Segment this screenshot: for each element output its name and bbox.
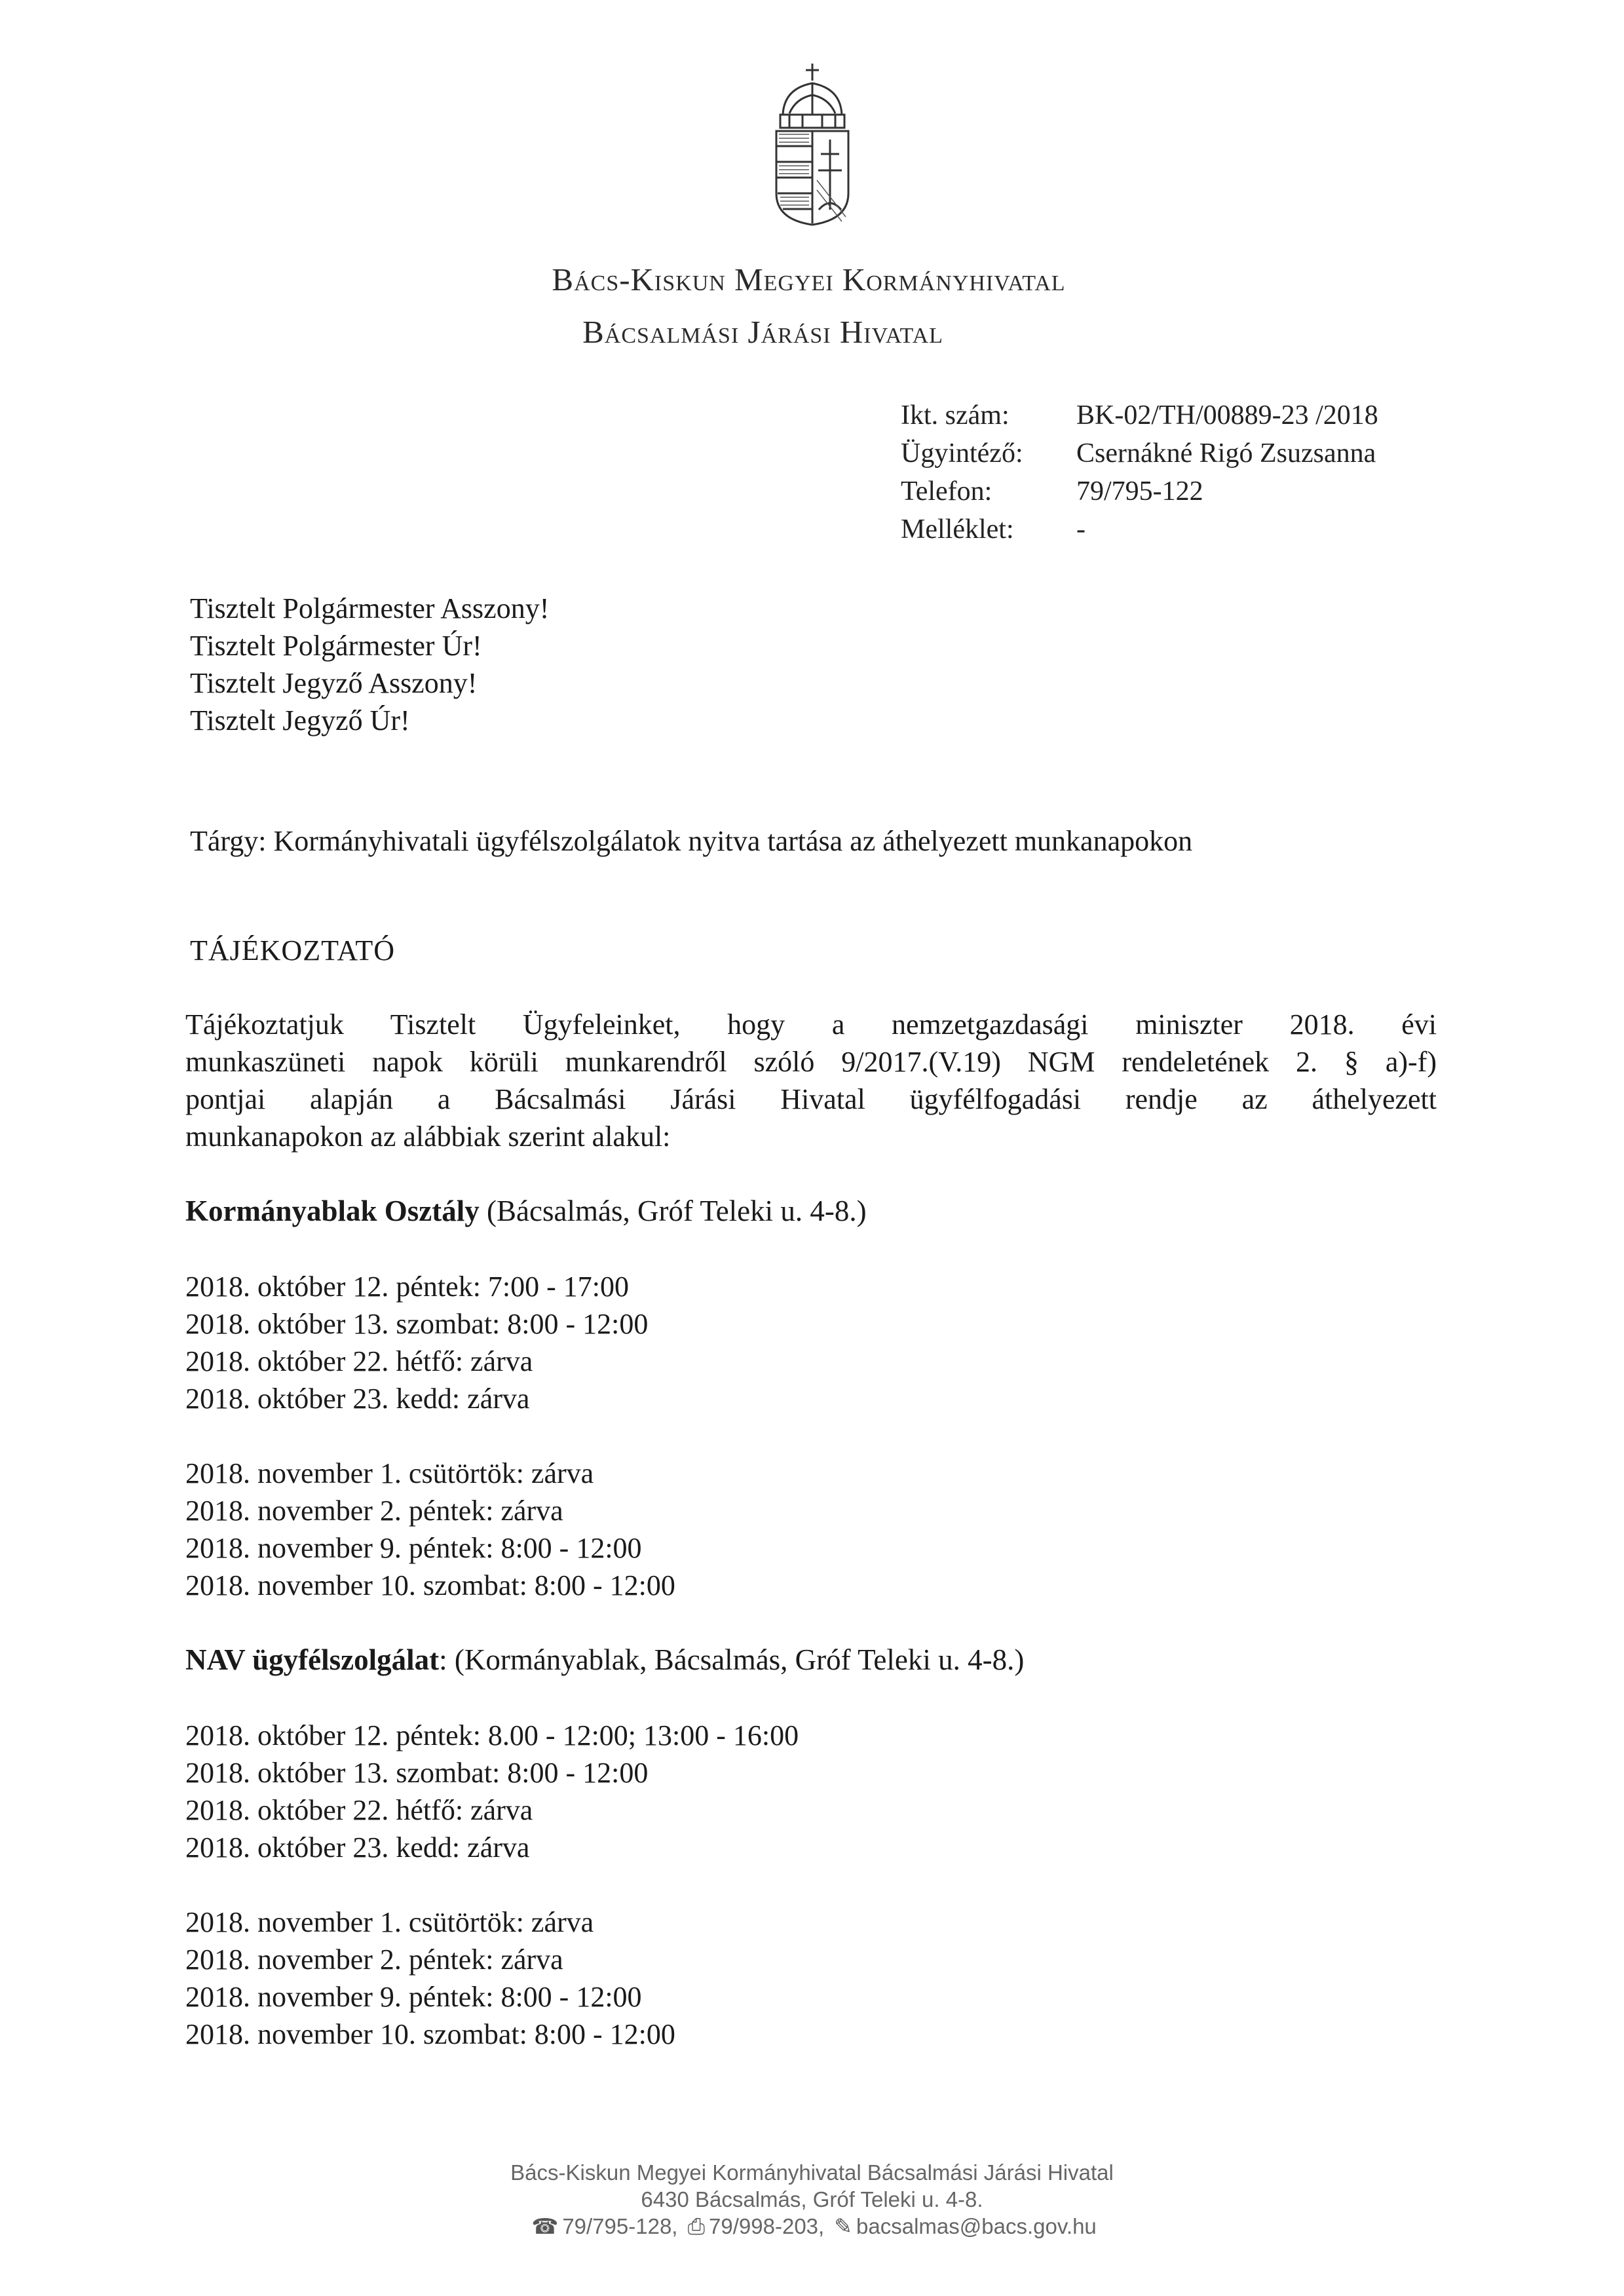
footer-org-name: Bács-Kiskun Megyei Kormányhivatal Bácsalmási Járási Hivatal	[510, 2160, 1114, 2185]
footer-phone: 79/795-128,	[562, 2214, 678, 2238]
org-name-line1: Bács-Kiskun Megyei Kormányhivatal	[552, 261, 1066, 297]
meta-label: Melléklet:	[901, 514, 1014, 545]
schedule-item: 2018. november 1. csütörtök: zárva	[185, 1906, 594, 1938]
salutation-block	[190, 590, 549, 739]
meta-label: Ügyintéző:	[901, 438, 1023, 469]
footer-address: 6430 Bácsalmás, Gróf Teleki u. 4-8.	[641, 2187, 983, 2211]
meta-value: Csernákné Rigó Zsuzsanna	[1076, 438, 1376, 469]
org-name-line2: Bácsalmási Járási Hivatal	[582, 314, 943, 350]
paragraph-line: munkaszüneti napok körüli munkarendről szóló 9/2017.(V.19) NGM rendeletének 2. § a)-f)	[185, 1046, 1437, 1078]
pen-icon: ✎	[834, 2214, 853, 2238]
schedule-november-government-window	[185, 1455, 675, 1604]
phone-icon: ☎	[531, 2214, 559, 2238]
notice-heading: TÁJÉKOZTATÓ	[190, 934, 395, 966]
meta-row-attachment	[0, 510, 1624, 548]
meta-row-administrator	[0, 434, 1624, 472]
section-title-rest: : (Kormányablak, Bácsalmás, Gróf Teleki u. 4-8.)	[439, 1643, 1025, 1676]
footer-email[interactable]: bacsalmas@bacs.gov.hu	[856, 2214, 1097, 2238]
section-title-nav	[185, 1641, 1024, 1679]
meta-value: 79/795-122	[1076, 476, 1203, 507]
reference-block	[0, 396, 1624, 554]
section-title-bold: NAV ügyfélszolgálat	[185, 1643, 440, 1676]
schedule-item: 2018. november 2. péntek: zárva	[185, 1495, 563, 1527]
meta-row-reference	[0, 396, 1624, 434]
paragraph-line: munkanapokon az alábbiak szerint alakul:	[185, 1120, 671, 1153]
schedule-november-nav	[185, 1904, 675, 2053]
schedule-item: 2018. október 13. szombat: 8:00 - 12:00	[185, 1757, 649, 1789]
schedule-item: 2018. november 9. péntek: 8:00 - 12:00	[185, 1981, 642, 2013]
fax-icon: ⎙	[687, 2214, 706, 2238]
paragraph-line: Tájékoztatjuk Tisztelt Ügyfeleinket, hogy a nemzetgazdasági miniszter 2018. évi	[185, 1008, 1437, 1041]
meta-row-phone	[0, 472, 1624, 510]
schedule-item: 2018. október 22. hétfő: zárva	[185, 1345, 533, 1377]
schedule-item: 2018. október 23. kedd: zárva	[185, 1383, 530, 1415]
subject-line: Tárgy: Kormányhivatali ügyfélszolgálatok nyitva tartása az áthelyezett munkanapokon	[190, 825, 1193, 857]
schedule-item: 2018. október 12. péntek: 7:00 - 17:00	[185, 1271, 630, 1303]
schedule-item: 2018. november 2. péntek: zárva	[185, 1943, 563, 1976]
schedule-item: 2018. október 12. péntek: 8.00 - 12:00; 13:00 - 16:00	[185, 1719, 799, 1751]
schedule-item: 2018. november 9. péntek: 8:00 - 12:00	[185, 1532, 642, 1564]
footer-fax: 79/998-203,	[709, 2214, 825, 2238]
section-title-government-window	[185, 1193, 867, 1230]
schedule-item: 2018. október 13. szombat: 8:00 - 12:00	[185, 1308, 649, 1340]
section-title-rest: (Bácsalmás, Gróf Teleki u. 4-8.)	[479, 1195, 867, 1227]
schedule-item: 2018. november 1. csütörtök: zárva	[185, 1457, 594, 1489]
meta-label: Telefon:	[901, 476, 992, 507]
schedule-item: 2018. november 10. szombat: 8:00 - 12:00	[185, 1569, 675, 1601]
meta-value: -	[1076, 514, 1086, 545]
schedule-october-nav	[185, 1717, 799, 1866]
paragraph-line: pontjai alapján a Bácsalmási Járási Hivatal ügyfélfogadási rendje az áthelyezett	[185, 1083, 1437, 1115]
meta-value: BK-02/TH/00889-23 /2018	[1076, 400, 1378, 430]
salutation-line: Tisztelt Polgármester Asszony!	[190, 592, 550, 624]
footer-contacts	[0, 2213, 1624, 2240]
schedule-item: 2018. október 23. kedd: zárva	[185, 1831, 530, 1864]
meta-label: Ikt. szám:	[901, 400, 1010, 430]
coat-of-arms-icon	[770, 62, 855, 226]
salutation-line: Tisztelt Polgármester Úr!	[190, 630, 482, 662]
section-title-bold: Kormányablak Osztály	[185, 1195, 480, 1227]
schedule-item: 2018. november 10. szombat: 8:00 - 12:00	[185, 2018, 675, 2050]
salutation-line: Tisztelt Jegyző Asszony!	[190, 667, 478, 699]
notice-paragraph	[185, 1006, 1437, 1155]
schedule-item: 2018. október 22. hétfő: zárva	[185, 1794, 533, 1826]
salutation-line: Tisztelt Jegyző Úr!	[190, 704, 410, 737]
footer	[0, 2159, 1624, 2240]
schedule-october-government-window	[185, 1268, 648, 1417]
